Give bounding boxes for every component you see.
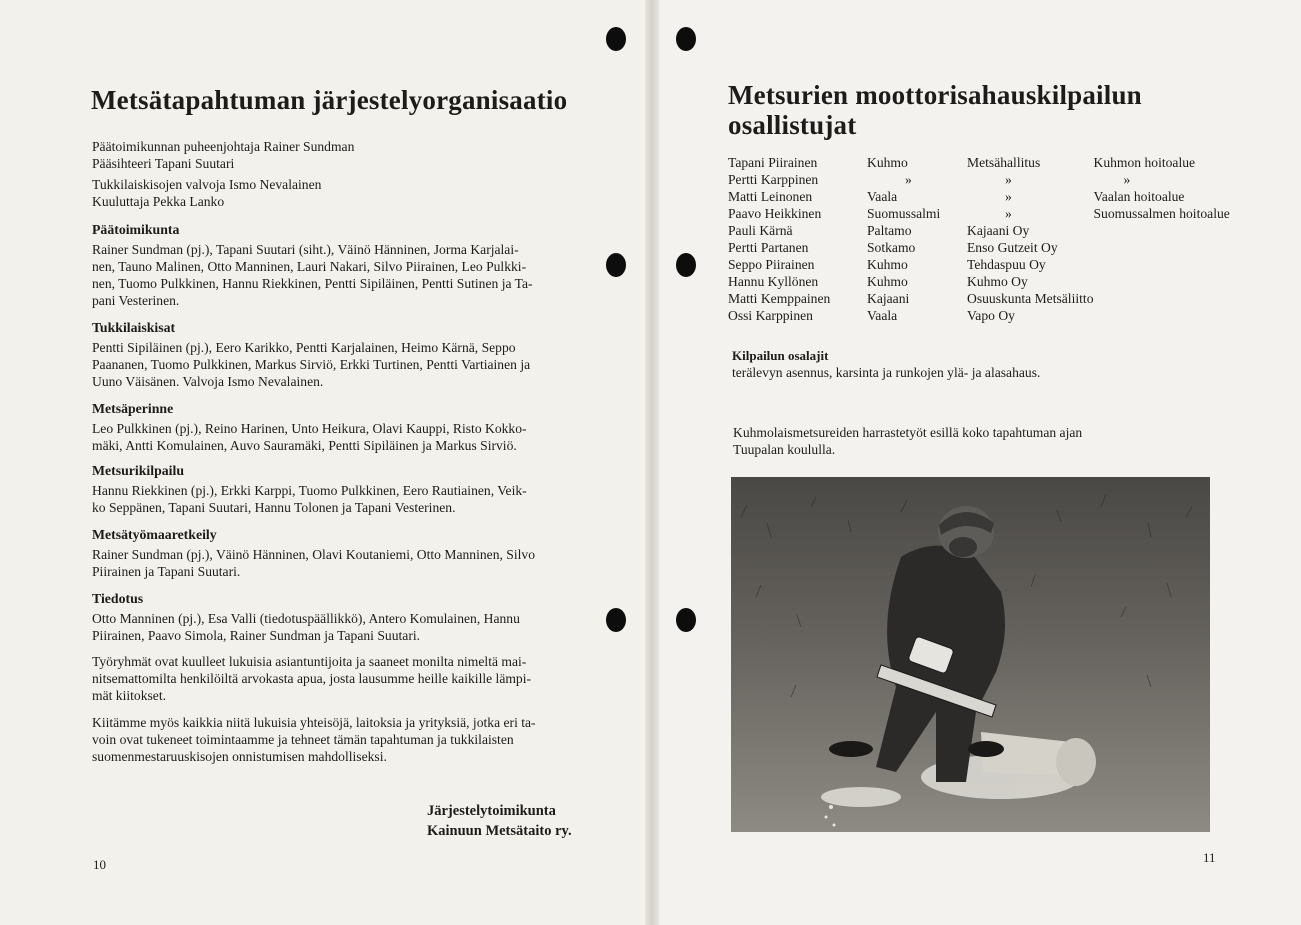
participant-employer: Osuuskunta Metsäliitto [967,291,1094,306]
events-heading: Kilpailun osalajit [732,348,829,363]
signature [427,801,572,841]
punch-hole [676,27,696,51]
participant-name: Matti Leinonen [728,189,813,204]
participant-row [728,205,1254,222]
participant-row [728,222,1254,239]
intro-line: Tukkilaiskisojen valvoja Ismo Nevalainen [92,177,322,192]
title-line: osallistujat [728,110,857,140]
participant-name: Paavo Heikkinen [728,206,822,221]
paragraph-line: mät kiitokset. [92,688,167,703]
participant-name: Pertti Karppinen [728,172,819,187]
punch-hole [606,253,626,277]
participant-town: Vaala [867,189,898,204]
participant-town: Kuhmo [867,155,908,170]
section-heading: Metsäperinne [92,401,174,416]
participant-employer: Kuhmo Oy [967,274,1028,289]
section-metsurikilpailu [92,462,584,516]
section-heading: Metsätyömaaretkeily [92,527,217,542]
section-metsaperinne [92,400,584,454]
punch-hole [676,253,696,277]
section-line: pani Vesterinen. [92,293,180,308]
binding-gutter [645,0,659,925]
participant-row [728,188,1254,205]
right-page-title [728,80,1142,140]
signature-line: Järjestelytoimikunta [427,803,556,819]
section-tukkilaiskisat [92,319,584,390]
page-number-left: 10 [93,857,106,872]
participant-row [728,171,1254,188]
participant-employer: » [1005,206,1012,221]
note-block [733,424,1082,458]
participant-employer: » [1005,189,1012,204]
participant-unit [1094,256,1254,273]
section-heading: Tukkilaiskisat [92,320,176,335]
events-block [732,347,1040,381]
intro-line: Päätoimikunnan puheenjohtaja Rainer Sundman [92,139,355,154]
title-line: Metsurien moottorisahauskilpailun [728,80,1142,110]
punch-hole [606,27,626,51]
section-line: Hannu Riekkinen (pj.), Erkki Karppi, Tuomo Pulkkinen, Eero Rautiainen, Veik- [92,483,527,498]
participant-name: Matti Kemppainen [728,291,831,306]
participant-town: Suomussalmi [867,206,941,221]
participant-row [728,256,1254,273]
section-line: Leo Pulkkinen (pj.), Reino Harinen, Unto Heikura, Olavi Kauppi, Risto Kokko- [92,421,527,436]
intro-lines [92,138,354,210]
section-line: Paananen, Tuomo Pulkkinen, Markus Sirviö, Erkki Turtinen, Pentti Vartiainen ja [92,357,531,372]
section-tiedotus [92,590,584,644]
participant-name: Pauli Kärnä [728,223,793,238]
section-heading: Päätoimikunta [92,222,180,237]
section-heading: Metsurikilpailu [92,463,184,478]
section-line: Rainer Sundman (pj.), Tapani Suutari (siht.), Väinö Hänninen, Jorma Karjalai- [92,242,519,257]
paragraph-line: Työryhmät ovat kuulleet lukuisia asiantuntijoita ja saaneet monilta nimeltä mai- [92,654,527,669]
participant-employer: Enso Gutzeit Oy [967,240,1058,255]
section-line: Uuno Väisänen. Valvoja Ismo Nevalainen. [92,374,324,389]
participant-employer: Metsähallitus [967,155,1041,170]
section-paatoimikunta [92,221,584,309]
punch-hole [676,608,696,632]
participant-unit: Vaalan hoitoalue [1093,189,1185,204]
chainsaw-photo [731,477,1210,832]
participant-town: Sotkamo [867,240,916,255]
participant-name: Hannu Kyllönen [728,274,819,289]
section-metsatyomaaretkeily [92,526,584,580]
participant-town: Kajaani [867,291,910,306]
participant-employer: Vapo Oy [967,308,1015,323]
note-line: Tuupalan koululla. [733,442,836,457]
participant-unit: Kuhmon hoitoalue [1093,155,1196,170]
participant-town: Vaala [867,308,898,323]
participant-town: » [905,172,912,187]
participant-name: Pertti Partanen [728,240,809,255]
participant-unit [1094,222,1254,239]
participant-name: Seppo Piirainen [728,257,815,272]
section-line: nen, Tuomo Pulkkinen, Hannu Riekkinen, Pentti Sipiläinen, Pentti Sutinen ja Ta- [92,276,533,291]
thanks-paragraph-1 [92,653,531,704]
section-line: Pentti Sipiläinen (pj.), Eero Karikko, Pentti Karjalainen, Heimo Kärnä, Seppo [92,340,516,355]
participant-employer: » [1005,172,1012,187]
thanks-paragraph-2 [92,714,536,765]
participant-town: Kuhmo [867,257,908,272]
participants-table [728,154,1254,324]
participant-name: Tapani Piirainen [728,155,818,170]
intro-line: Pääsihteeri Tapani Suutari [92,156,235,171]
participant-row [728,307,1254,324]
participant-name: Ossi Karppinen [728,308,813,323]
note-line: Kuhmolaismetsureiden harrastetyöt esillä koko tapahtuman ajan [733,425,1083,440]
participant-town: Paltamo [867,223,912,238]
participant-row [728,273,1254,290]
participant-employer: Kajaani Oy [967,223,1030,238]
section-line: Piirainen, Paavo Simola, Rainer Sundman ja Tapani Suutari. [92,628,421,643]
paragraph-line: nitsemattomilta henkilöiltä arvokasta apua, josta lausumme heille kaikille lämpi- [92,671,532,686]
participant-unit [1094,273,1254,290]
section-line: Rainer Sundman (pj.), Väinö Hänninen, Olavi Koutaniemi, Otto Manninen, Silvo [92,547,535,562]
section-line: ko Seppänen, Tapani Suutari, Hannu Tolonen ja Tapani Vesterinen. [92,500,456,515]
participant-unit: » [1123,172,1131,187]
participant-row [728,154,1254,171]
participant-town: Kuhmo [867,274,908,289]
participant-row [728,239,1254,256]
section-line: Otto Manninen (pj.), Esa Valli (tiedotuspäällikkö), Antero Komulainen, Hannu [92,611,520,626]
participant-unit [1094,290,1254,307]
paragraph-line: voin ovat tukeneet toimintaamme ja tehneet tämän tapahtuman ja tukkilaisten [92,732,514,747]
section-line: mäki, Antti Komulainen, Auvo Sauramäki, Pentti Sipiläinen ja Markus Sirviö. [92,438,517,453]
left-page [0,0,650,925]
left-page-title: Metsätapahtuman järjestelyorganisaatio [91,85,568,115]
participant-unit: Suomussalmen hoitoalue [1093,206,1230,221]
section-heading: Tiedotus [92,591,144,606]
punch-hole [606,608,626,632]
participant-unit [1094,239,1254,256]
page-number-right: 11 [1203,850,1216,865]
signature-line: Kainuun Metsätaito ry. [427,823,572,839]
section-line: nen, Tauno Malinen, Otto Manninen, Lauri Nakari, Silvo Piirainen, Leo Pulkki- [92,259,527,274]
paragraph-line: suomenmestaruuskisojen onnistumisen mahdolliseksi. [92,749,387,764]
participant-employer: Tehdaspuu Oy [967,257,1046,272]
intro-line: Kuuluttaja Pekka Lanko [92,194,225,209]
participant-unit [1094,307,1254,324]
events-text: terälevyn asennus, karsinta ja runkojen ylä- ja alasahaus. [732,365,1041,380]
paragraph-line: Kiitämme myös kaikkia niitä lukuisia yhteisöjä, laitoksia ja yrityksiä, jotka eri ta- [92,715,536,730]
participant-row [728,290,1254,307]
section-line: Piirainen ja Tapani Suutari. [92,564,241,579]
